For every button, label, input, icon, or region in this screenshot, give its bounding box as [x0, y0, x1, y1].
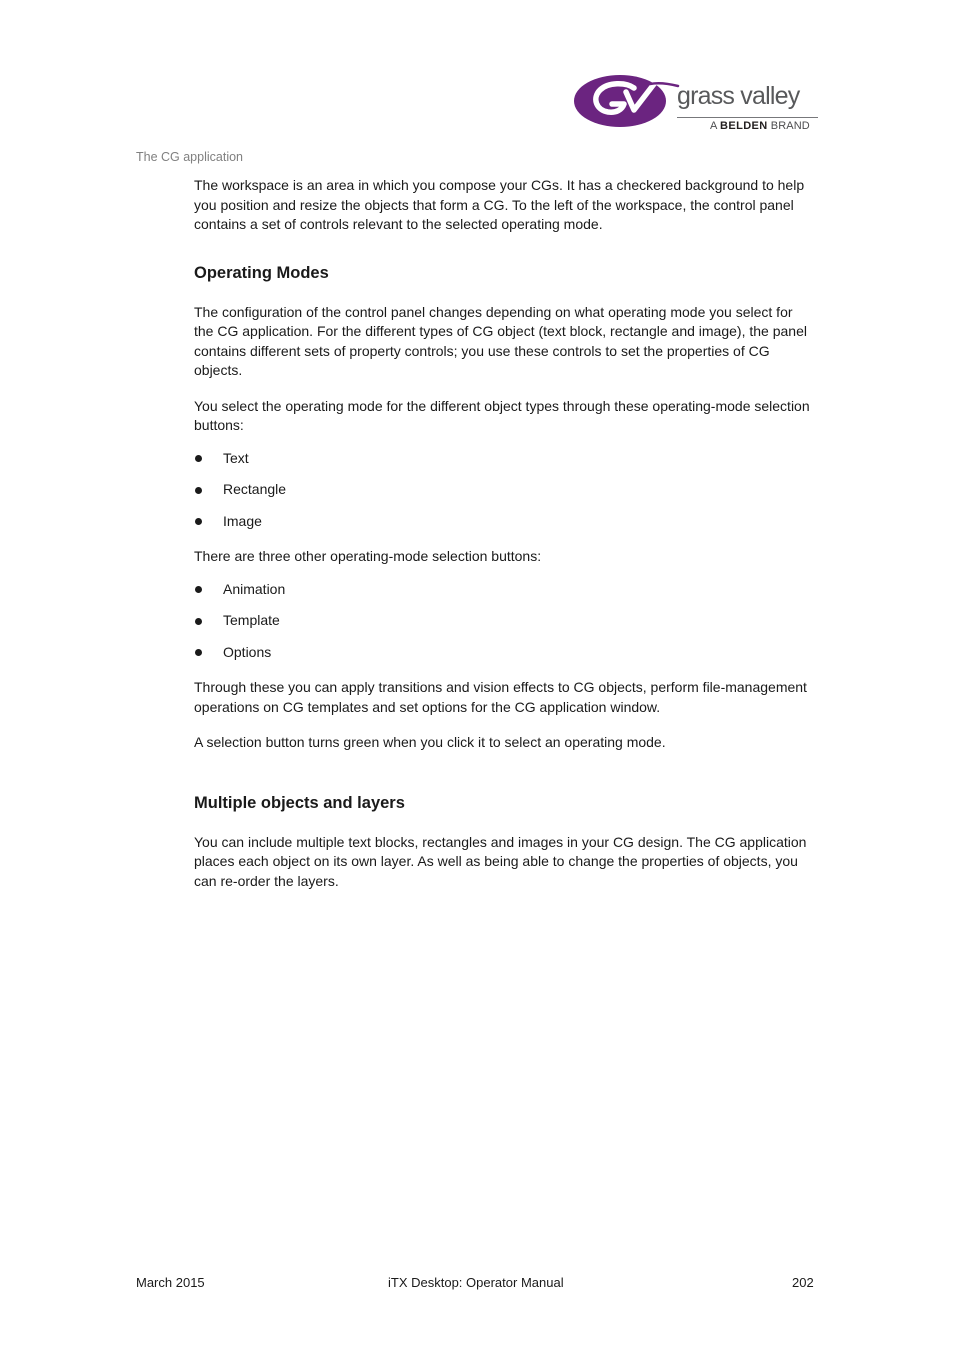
other-mode-list: [194, 580, 814, 663]
list-item-label: Options: [223, 643, 272, 660]
paragraph: The configuration of the control panel changes depending on what operating mode you select for the CG application. For the different types of CG object (text block, rectangle and image), the panel contains different sets of property controls; you use these controls to set the properties of CG objects.: [194, 303, 807, 378]
object-mode-list: [194, 449, 814, 532]
bullet-icon: [195, 455, 202, 462]
footer-title: iTX Desktop: Operator Manual: [388, 1275, 564, 1290]
bullet-icon: [195, 518, 202, 525]
paragraph: A selection button turns green when you click it to select an operating mode.: [194, 734, 666, 750]
list-item: [194, 643, 814, 663]
logo-wordmark: grass valley: [677, 82, 800, 110]
grass-valley-emblem-icon: [574, 72, 680, 128]
paragraph: You select the operating mode for the different object types through these operating-mode selection buttons:: [194, 397, 810, 433]
footer-page-number: 202: [792, 1275, 814, 1290]
list-item: [194, 512, 814, 532]
running-header: The CG application: [136, 150, 244, 164]
bullet-icon: [195, 487, 202, 494]
logo-rule: [677, 117, 818, 118]
page-body: [194, 176, 814, 891]
list-item: [194, 611, 814, 631]
paragraph: There are three other operating-mode selection buttons:: [194, 548, 542, 564]
tagline-prefix: A: [710, 120, 717, 132]
heading-operating-modes: Operating Modes: [194, 263, 329, 282]
grass-valley-logo: [574, 70, 820, 136]
bullet-icon: [195, 618, 202, 625]
bullet-icon: [195, 586, 202, 593]
heading-multiple-objects: Multiple objects and layers: [194, 793, 405, 812]
list-item: [194, 449, 814, 469]
footer-date: March 2015: [136, 1275, 205, 1290]
tagline-suffix: BRAND: [770, 120, 810, 132]
list-item-label: Rectangle: [223, 481, 287, 497]
logo-tagline: [710, 121, 810, 132]
intro-paragraph: The workspace is an area in which you compose your CGs. It has a checkered background to help you position and resize the objects that form a CG. To the left of the workspace, the control panel contains a set of controls relevant to the selected operating mode.: [194, 177, 805, 232]
list-item-label: Animation: [223, 580, 286, 597]
list-item: [194, 480, 814, 500]
list-item: [194, 580, 814, 600]
paragraph: Through these you can apply transitions and vision effects to CG objects, perform file-management operations on CG templates and set options for the CG application window.: [194, 679, 807, 715]
bullet-icon: [195, 649, 202, 656]
list-item-label: Text: [223, 449, 249, 466]
paragraph: You can include multiple text blocks, rectangles and images in your CG design. The CG application places each object on its own layer. As well as being able to change the properties of objects, you can re-order the layers.: [194, 833, 807, 889]
list-item-label: Template: [223, 612, 280, 628]
list-item-label: Image: [223, 512, 262, 529]
tagline-bold: BELDEN: [720, 120, 768, 132]
